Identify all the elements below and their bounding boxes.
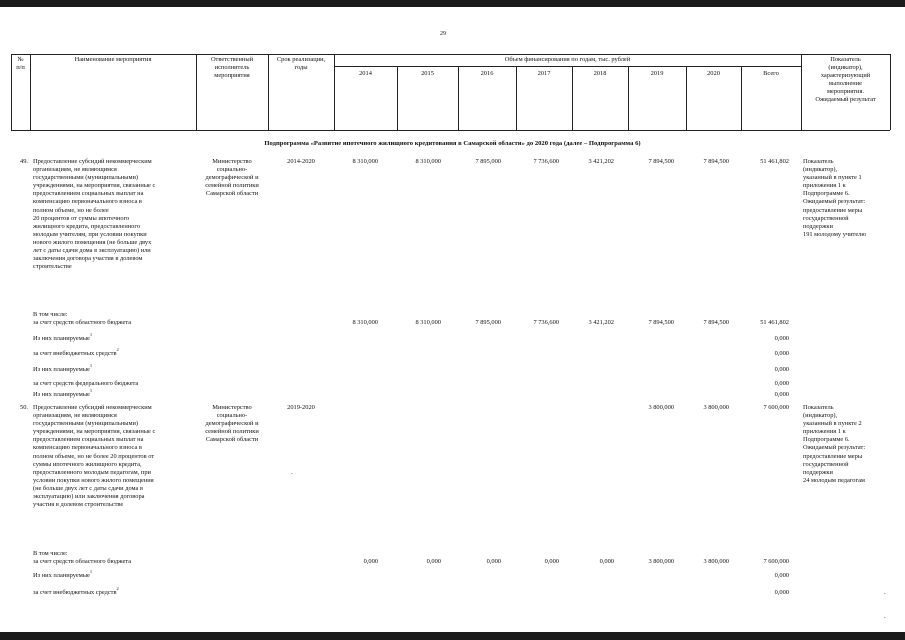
footnote-marker: 2 [116,586,119,591]
breakdown-value-2019: 3 800,000 [648,558,674,565]
header-year-2016: 2016 [480,70,494,77]
item-value-2016: 7 895,000 [475,158,501,165]
header-year-2015: 2015 [421,70,434,77]
item-total: 7 600,000 [763,404,789,411]
table-border-top [11,54,890,55]
item-number: 49. [20,158,28,165]
item-number: 50. [20,404,28,411]
item-responsible: Министерство социально- демографической и семейной политики Самарской области [205,158,259,198]
header-funding: Объем финансирования по годам, тыс. рублей [504,56,631,63]
item-value-2018: 3 421,202 [588,158,614,165]
breakdown-value-2016: 0,000 [486,558,501,565]
breakdown-label: Из них планируемые$^1$ [33,569,93,579]
breakdown-value-2018: 0,000 [599,558,614,565]
breakdown-total: 0,000 [774,391,789,398]
item-value-2017: 7 736,600 [533,158,559,165]
page-number: 29 [440,31,446,37]
breakdown-value-2018: 3 421,202 [588,319,614,326]
item-name: Предоставление субсидий некоммерческим организациям, не являющимся государственными (муниципальными) учреждениями, на мероприятия, связанные с предоставлением социальных выплат на компенсацию первоначального взноса в полном объеме, но не более 20 процентов от суммы ипотечного жилищного кредита, предоставленного молодым учителям, при условии покупки нового жилого помещения (не больше двух лет с даты сдачи дома в эксплуатацию) или заключения договора участия в долевом строительстве [33,158,156,271]
scan-border-bottom [0,632,905,640]
column-divider [30,54,31,130]
breakdown-label: Из них планируемые$^1$ [33,363,93,373]
breakdown-label: за счет средств федерального бюджета [33,380,139,387]
header-total: Всего [763,70,779,77]
breakdown-value-2017: 7 736,600 [533,319,559,326]
header-indicator: Показатель (индикатор), характеризующий выполнение мероприятия. Ожидаемый результат [815,56,876,104]
column-divider [890,54,891,130]
item-total: 51 461,802 [760,158,789,165]
breakdown-total: 0,000 [774,380,789,387]
item-value-2014: 8 310,000 [352,158,378,165]
breakdown-value-2017: 0,000 [544,558,559,565]
breakdown-label: В том числе: за счет средств областного бюджета [33,310,132,326]
scan-speck: . [291,468,293,476]
scan-speck: . [884,612,886,620]
scan-speck: . [884,588,886,596]
scan-border-top [0,0,905,7]
column-divider [334,54,335,130]
breakdown-label: В том числе: за счет средств областного бюджета [33,549,132,565]
breakdown-total: 51 461,802 [760,319,789,326]
breakdown-total: 0,000 [774,350,789,357]
footnote-marker: 1 [89,363,93,368]
breakdown-value-2014: 0,000 [363,558,378,565]
header-term: Срок реализации, годы [276,56,326,72]
footnote-marker: 1 [89,569,93,574]
breakdown-value-2015: 8 310,000 [415,319,441,326]
item-indicator: Показатель (индикатор), указанный в пункте 2 приложения 1 к Подпрограмме 6. Ожидаемый результат: предоставление меры государственной поддержки 24 молодым педагогам [803,404,866,484]
header-year-2019: 2019 [650,70,664,77]
footnote-marker: 1 [89,332,93,337]
item-value-2019: 7 894,500 [648,158,674,165]
breakdown-total: 7 600,000 [763,558,789,565]
item-term: 2019-2020 [287,404,315,411]
breakdown-label: Из них планируемые$^1$ [33,332,93,342]
breakdown-label: Из них планируемые$^1$ [33,388,93,398]
item-value-2015: 8 310,000 [415,158,441,165]
item-name: Предоставление субсидий некоммерческим организациям, не являющимся государственными (муниципальными) учреждениями, на мероприятия, связанные с предоставлением социальных выплат на компенсацию первоначального взноса в полном объеме, но не более 20 процентов от суммы ипотечного жилищного кредита, предоставленного молодым педагогам, при условии покупки нового жилого помещения (не больше двух лет с даты сдачи дома в эксплуатацию) или заключения договора участия в долевом строительстве [33,404,156,509]
header-number: № п/п [16,56,25,72]
item-responsible: Министерство социально- демографической и семейной политики Самарской области [205,404,259,444]
header-year-2017: 2017 [537,70,551,77]
subprogram-title: Подпрограмма «Развитие ипотечного жилищного кредитования в Самарской области» до 2020 года (далее – Подпрограмма 6) [264,140,641,147]
footnote-marker: 1 [89,388,93,393]
breakdown-value-2020: 3 800,000 [703,558,729,565]
item-value-2020: 7 894,500 [703,158,729,165]
item-value-2019: 3 800,000 [648,404,674,411]
table-header-bottom [11,130,890,131]
breakdown-label: за счет внебюджетных средств$^2$ [33,347,119,357]
header-year-2018: 2018 [593,70,607,77]
header-year-2014: 2014 [359,70,372,77]
breakdown-total: 0,000 [774,589,789,596]
breakdown-value-2020: 7 894,500 [703,319,729,326]
breakdown-value-2019: 7 894,500 [648,319,674,326]
header-name: Наименование мероприятия [74,56,152,63]
item-value-2020: 3 800,000 [703,404,729,411]
header-responsible: Ответственный исполнитель мероприятия [210,56,254,80]
breakdown-total: 0,000 [774,572,789,579]
breakdown-value-2015: 0,000 [426,558,441,565]
breakdown-value-2014: 8 310,000 [352,319,378,326]
footnote-marker: 2 [116,347,119,352]
breakdown-label: за счет внебюджетных средств$^2$ [33,586,119,596]
breakdown-value-2016: 7 895,000 [475,319,501,326]
item-term: 2014-2020 [287,158,315,165]
breakdown-total: 0,000 [774,366,789,373]
funding-subheader-line [334,66,801,67]
breakdown-total: 0,000 [774,335,789,342]
header-year-2020: 2020 [707,70,720,77]
item-indicator: Показатель (индикатор), указанный в пункте 1 приложения 1 к Подпрограмме 6. Ожидаемый результат: предоставление меры государственной поддержки 191 молодому учителю [803,158,867,238]
